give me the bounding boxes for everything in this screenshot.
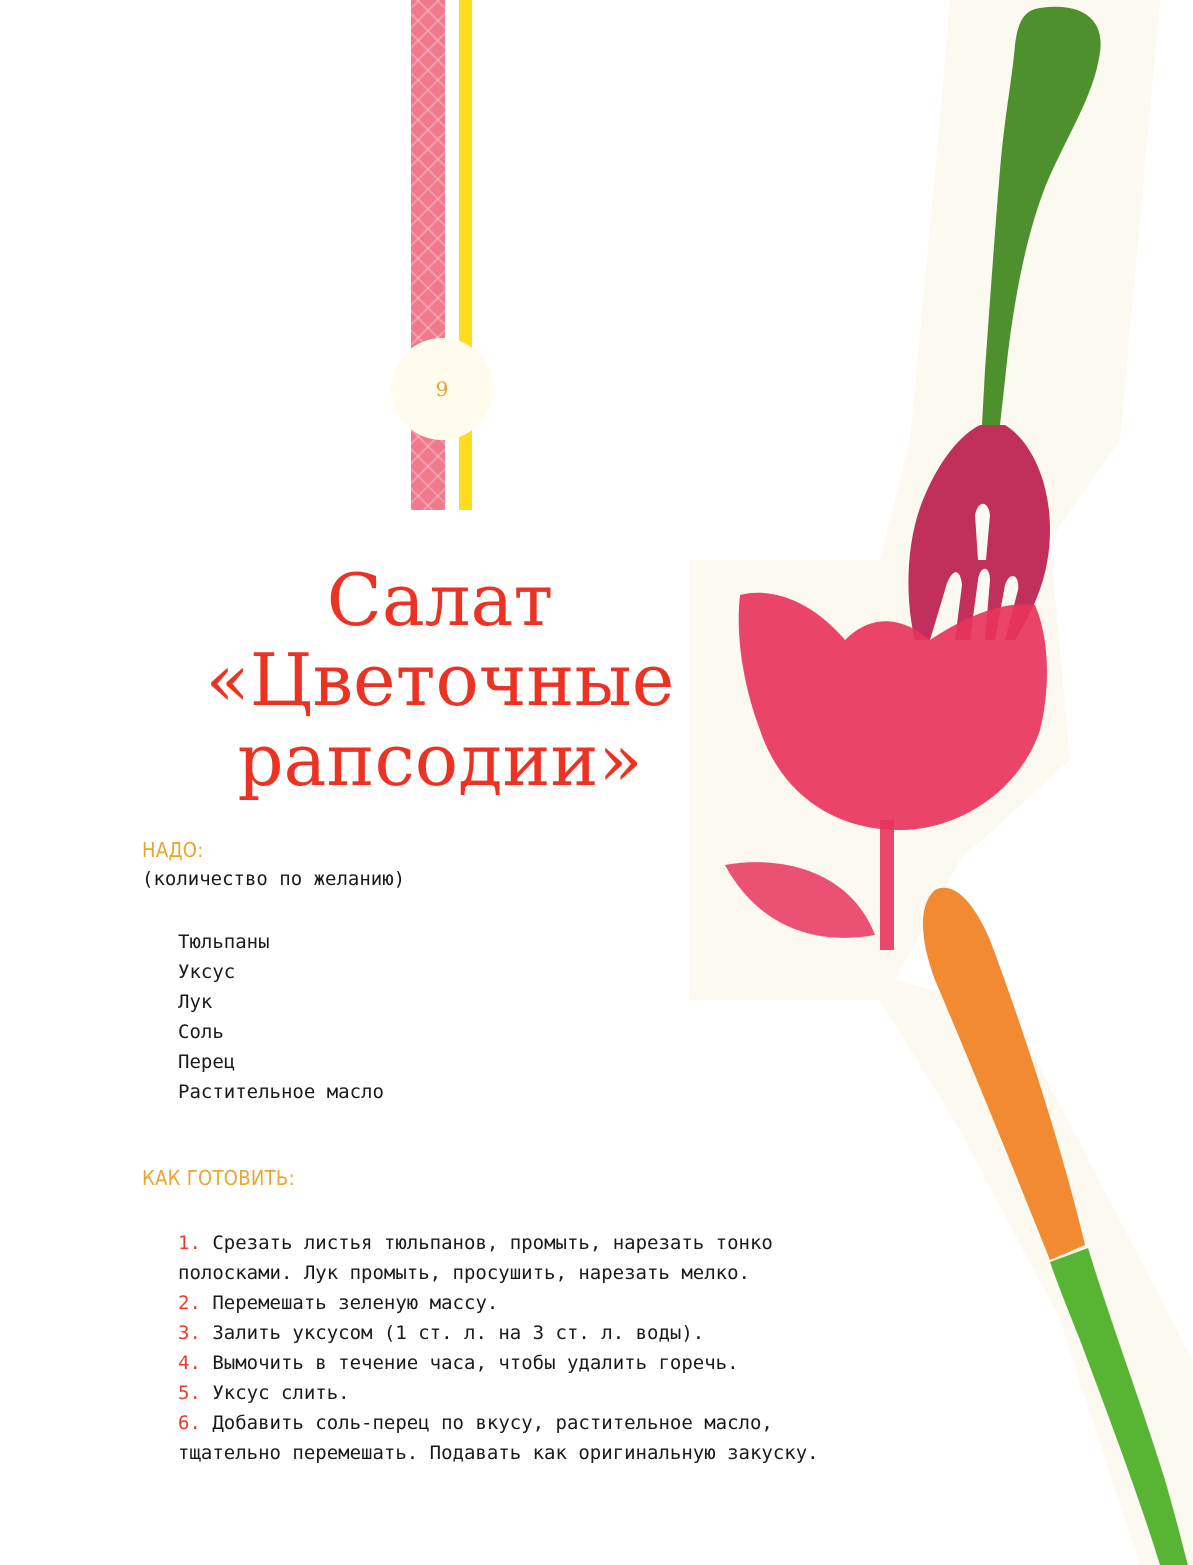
title-line: рапсодии» <box>237 718 643 802</box>
step-item <box>178 1378 858 1408</box>
step-text: Залить уксусом (1 ст. л. на 3 ст. л. воды). <box>212 1322 705 1344</box>
recipe-title <box>150 560 730 800</box>
step-text: Перемешать зеленую массу. <box>212 1292 499 1314</box>
ingredient-item: Соль <box>178 1021 224 1043</box>
step-number: 1. <box>178 1232 201 1254</box>
steps-list <box>178 1228 858 1468</box>
step-number: 2. <box>178 1292 201 1314</box>
step-text: Добавить соль-перец по вкусу, растительное масло, тщательно перемешать. Подавать как оригинальную закуску. <box>178 1412 819 1464</box>
step-item <box>178 1228 858 1288</box>
ingredient-item: Перец <box>178 1051 236 1073</box>
step-number: 6. <box>178 1412 201 1434</box>
step-number: 4. <box>178 1352 201 1374</box>
step-item <box>178 1348 858 1378</box>
step-text: Уксус слить. <box>212 1382 350 1404</box>
step-item <box>178 1288 858 1318</box>
title-line: Салат <box>326 558 554 642</box>
step-text: Срезать листья тюльпанов, промыть, нарезать тонко полосками. Лук промыть, просушить, нарезать мелко. <box>178 1232 773 1284</box>
step-number: 3. <box>178 1322 201 1344</box>
page-number-badge <box>391 338 493 440</box>
step-item <box>178 1318 858 1348</box>
title-line: «Цветочные <box>205 638 675 722</box>
ingredient-item: Уксус <box>178 961 236 983</box>
ingredient-item: Растительное масло <box>178 1081 384 1103</box>
step-item <box>178 1408 858 1468</box>
step-number: 5. <box>178 1382 201 1404</box>
ingredients-list <box>178 927 384 1107</box>
steps-heading: КАК ГОТОВИТЬ: <box>142 1166 295 1190</box>
ingredients-heading: НАДО: <box>142 838 204 862</box>
page-number: 9 <box>435 377 449 401</box>
ingredients-note: (количество по желанию) <box>142 868 406 890</box>
ingredient-item: Тюльпаны <box>178 931 270 953</box>
step-text: Вымочить в течение часа, чтобы удалить горечь. <box>212 1352 739 1374</box>
ingredient-item: Лук <box>178 991 213 1013</box>
